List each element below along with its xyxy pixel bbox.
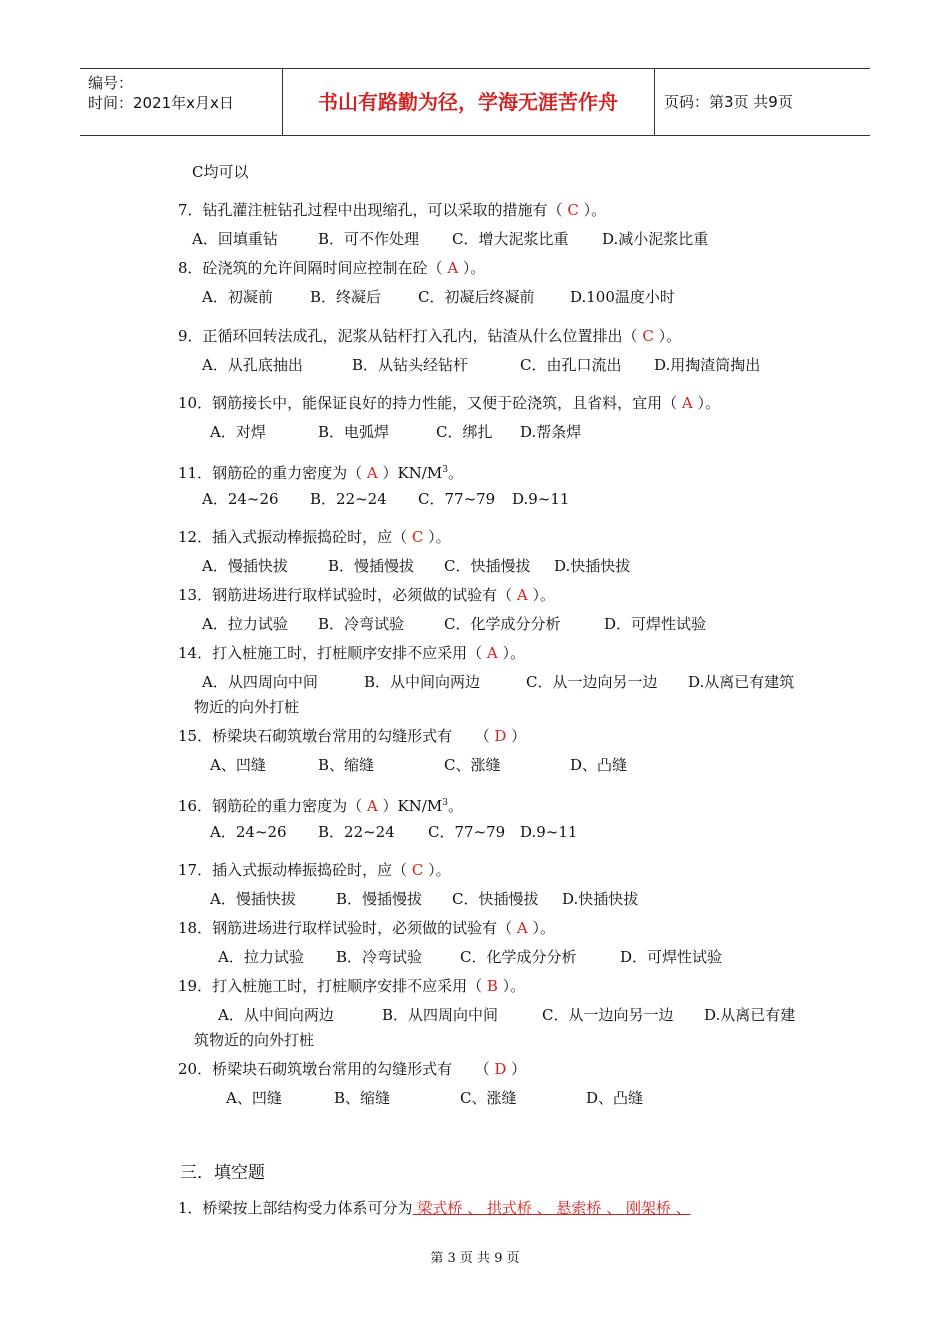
question-stem <box>178 976 525 996</box>
section-title: 三．填空题 <box>180 1163 265 1183</box>
question-stem <box>178 460 463 483</box>
option-continuation: 物近的向外打桩 <box>194 698 300 716</box>
answer-mark: A <box>362 464 383 482</box>
option-item: B．可不作处理 <box>318 230 420 248</box>
question-stem <box>178 527 451 547</box>
option-item: C．快插慢拔 <box>444 557 531 575</box>
option-item: B．慢插慢拔 <box>336 890 423 908</box>
option-item: B．冷弯试验 <box>318 615 405 633</box>
stem-text: ）KN/M <box>382 464 443 482</box>
stem-text: 7．钻孔灌注桩钻孔过程中出现缩孔，可以采取的措施有（ <box>178 201 563 219</box>
option-item: C．初凝后终凝前 <box>418 288 535 306</box>
option-item: C．增大泥浆比重 <box>452 230 569 248</box>
option-item: D.用掏渣筒掏出 <box>654 356 761 374</box>
option-item: D.9~11 <box>512 490 570 508</box>
answer-mark: D <box>489 727 512 745</box>
stem-text: ）。 <box>502 644 525 662</box>
stem-text: 15．桥梁块石砌筑墩台常用的勾缝形式有 （ <box>178 727 490 745</box>
option-continuation: 筑物近的向外打桩 <box>194 1031 315 1049</box>
option-item: C．化学成分分析 <box>460 948 577 966</box>
option-item: A．24~26 <box>202 490 279 508</box>
answer-mark: A <box>442 259 463 277</box>
header-meta <box>88 73 234 113</box>
stem-text: 11．钢筋砼的重力密度为（ <box>178 464 363 482</box>
option-item: D.快插快拔 <box>562 890 639 908</box>
unit-superscript: 3 <box>442 465 448 475</box>
fill-blank-answer: 悬索桥 、 <box>556 1199 626 1217</box>
option-item: D.9~11 <box>520 823 578 841</box>
option-item: A．回填重钻 <box>192 230 278 248</box>
option-item: B、缩缝 <box>334 1089 391 1107</box>
question-stem <box>178 793 463 816</box>
option-item: D．可焊性试验 <box>620 948 723 966</box>
question-stem <box>178 258 485 278</box>
question-stem <box>178 326 681 346</box>
option-item: D.帮条焊 <box>520 423 582 441</box>
answer-mark: D <box>489 1060 512 1078</box>
code-label: 编号： <box>88 74 134 92</box>
stem-text: ）KN/M <box>382 797 443 815</box>
option-item: A．拉力试验 <box>202 615 288 633</box>
option-item: B．从中间向两边 <box>364 673 481 691</box>
question-stem <box>178 643 525 663</box>
carry-line: C均可以 <box>192 163 249 181</box>
unit-superscript: 3 <box>442 798 448 808</box>
stem-text: ） <box>511 727 527 745</box>
fill-question <box>178 1198 691 1218</box>
stem-text: ） <box>511 1060 527 1078</box>
question-stem <box>178 726 526 746</box>
fill-blank-answer: 梁式桥 、 <box>417 1199 487 1217</box>
option-item: B．从四周向中间 <box>382 1006 499 1024</box>
option-item: A．慢插快拔 <box>202 557 288 575</box>
stem-text: 。 <box>447 797 463 815</box>
option-item: B．冷弯试验 <box>336 948 423 966</box>
stem-text: ）。 <box>532 919 555 937</box>
stem-text: ）。 <box>428 528 451 546</box>
option-item: C、涨缝 <box>460 1089 517 1107</box>
stem-text: 20．桥梁块石砌筑墩台常用的勾缝形式有 （ <box>178 1060 490 1078</box>
option-item: D.100温度小时 <box>570 288 675 306</box>
option-item: C．77~79 <box>418 490 496 508</box>
stem-text: 。 <box>447 464 463 482</box>
answer-mark: C <box>562 201 584 219</box>
stem-text: 10．钢筋接长中，能保证良好的持力性能，又便于砼浇筑，且省料，宜用（ <box>178 394 678 412</box>
option-item: C、涨缝 <box>444 756 501 774</box>
stem-text: ）。 <box>428 861 451 879</box>
stem-text: 13．钢筋进场进行取样试验时，必须做的试验有（ <box>178 586 513 604</box>
header-page-label: 页码：第3页 共9页 <box>664 93 793 111</box>
option-item: C．从一边向另一边 <box>542 1006 674 1024</box>
stem-text: 18．钢筋进场进行取样试验时，必须做的试验有（ <box>178 919 513 937</box>
answer-mark: A <box>482 644 503 662</box>
option-item: D、凸缝 <box>586 1089 644 1107</box>
option-item: C．由孔口流出 <box>520 356 622 374</box>
answer-mark: C <box>407 528 429 546</box>
stem-text: 16．钢筋砼的重力密度为（ <box>178 797 363 815</box>
answer-mark: B <box>482 977 503 995</box>
option-item: A．从孔底抽出 <box>202 356 303 374</box>
answer-mark: A <box>362 797 383 815</box>
option-item: C．77~79 <box>428 823 506 841</box>
stem-text: ）。 <box>462 259 486 277</box>
question-stem <box>178 860 451 880</box>
stem-text: 17．插入式振动棒振捣砼时，应（ <box>178 861 408 879</box>
option-item: C．从一边向另一边 <box>526 673 658 691</box>
option-item: B．22~24 <box>310 490 387 508</box>
question-stem <box>178 585 555 605</box>
option-item: A．慢插快拔 <box>210 890 296 908</box>
option-item: B．从钻头经钻杆 <box>352 356 469 374</box>
option-item: D、凸缝 <box>570 756 628 774</box>
option-item: D.减小泥浆比重 <box>602 230 709 248</box>
option-item: B、缩缝 <box>318 756 375 774</box>
stem-text: 12．插入式振动棒振捣砼时，应（ <box>178 528 408 546</box>
stem-text: 9．正循环回转法成孔，泥浆从钻杆打入孔内，钻渣从什么位置排出（ <box>178 327 638 345</box>
fill-prefix: 1．桥梁按上部结构受力体系可分为 <box>178 1199 413 1217</box>
answer-mark: A <box>677 394 698 412</box>
stem-text: 8．砼浇筑的允许间隔时间应控制在砼（ <box>178 259 443 277</box>
answer-mark: A <box>512 586 533 604</box>
option-item: C．绑扎 <box>436 423 493 441</box>
option-item: A．拉力试验 <box>218 948 304 966</box>
option-item: C．化学成分分析 <box>444 615 561 633</box>
option-item: B．终凝后 <box>310 288 382 306</box>
fill-blank-answer: 刚架桥 、 <box>625 1199 691 1217</box>
option-item: A、凹缝 <box>210 756 266 774</box>
answer-mark: C <box>637 327 659 345</box>
option-item: B．电弧焊 <box>318 423 390 441</box>
stem-text: 14．打入桩施工时，打桩顺序安排不应采用（ <box>178 644 483 662</box>
option-item: D.快插快拔 <box>554 557 631 575</box>
option-item: B．慢插慢拔 <box>328 557 415 575</box>
fill-blank-answer: 拱式桥 、 <box>486 1199 557 1217</box>
question-stem <box>178 393 720 413</box>
stem-text: ）。 <box>502 977 526 995</box>
question-stem <box>178 918 555 938</box>
option-item: D.从离已有建筑 <box>688 673 795 691</box>
page-header <box>80 68 870 136</box>
option-item: A．24~26 <box>210 823 287 841</box>
option-item: A、凹缝 <box>226 1089 282 1107</box>
header-motto: 书山有路勤为径，学海无涯苦作舟 <box>318 90 618 114</box>
question-stem <box>178 1059 526 1079</box>
page-footer: 第 3 页 共 9 页 <box>430 1251 520 1266</box>
option-item: A．对焊 <box>210 423 266 441</box>
option-item: A．从中间向两边 <box>218 1006 334 1024</box>
option-item: B．22~24 <box>318 823 395 841</box>
option-item: D.从离已有建 <box>704 1006 796 1024</box>
stem-text: ）。 <box>697 394 720 412</box>
stem-text: ）。 <box>658 327 682 345</box>
option-item: A．初凝前 <box>202 288 273 306</box>
stem-text: ）。 <box>583 201 607 219</box>
stem-text: 19．打入桩施工时，打桩顺序安排不应采用（ <box>178 977 483 995</box>
question-stem <box>178 200 606 220</box>
header-divider <box>654 69 655 135</box>
option-item: C．快插慢拔 <box>452 890 539 908</box>
option-item: A．从四周向中间 <box>202 673 318 691</box>
option-item: D．可焊性试验 <box>604 615 707 633</box>
stem-text: ）。 <box>532 586 555 604</box>
answer-mark: C <box>407 861 429 879</box>
answer-mark: A <box>512 919 533 937</box>
time-label: 时间：2021年x月x日 <box>88 94 234 112</box>
